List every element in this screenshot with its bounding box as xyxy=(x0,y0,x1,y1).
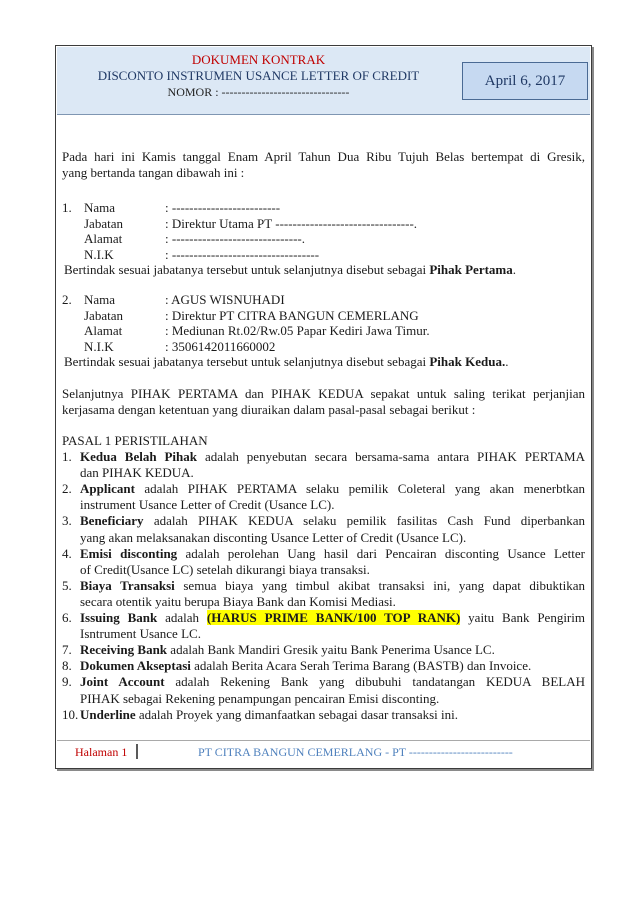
item-number: 10. xyxy=(62,706,79,722)
role-text: Bertindak sesuai jabatanya tersebut untuk selanjutnya disebut sebagai xyxy=(64,262,427,277)
field-label: Jabatan xyxy=(84,307,123,323)
party-field-row xyxy=(62,339,585,355)
pasal-item xyxy=(62,658,585,674)
item-text xyxy=(80,674,585,706)
document-subtitle: DISCONTO INSTRUMEN USANCE LETTER OF CREDIT xyxy=(97,68,420,83)
field-label: Nama xyxy=(84,200,116,215)
party-field-row xyxy=(62,247,585,263)
item-term: Beneficiary xyxy=(80,513,144,529)
item-number: 8. xyxy=(62,658,72,674)
item-definition: adalah Berita Acara Serah Terima Barang (BASTB) dan Invoice. xyxy=(194,658,532,674)
field-label: Nama xyxy=(84,292,116,307)
title-block xyxy=(57,52,460,100)
field-label: Alamat xyxy=(84,231,123,246)
intro-line: yang bertanda tangan dibawah ini : xyxy=(62,165,245,180)
party-2-block xyxy=(62,292,585,370)
item-term: Underline xyxy=(80,706,136,722)
item-term: Issuing Bank xyxy=(80,610,158,626)
item-number: 6. xyxy=(62,610,72,626)
item-number: 3. xyxy=(62,513,72,529)
party-number: 1. xyxy=(62,200,72,215)
pasal-item xyxy=(62,449,585,481)
item-text xyxy=(80,578,585,610)
intro-line: Pada hari ini Kamis tanggal Enam April Tahun Dua Ribu Tujuh Belas bertempat di Gresik, xyxy=(62,149,585,164)
item-term: Receiving Bank xyxy=(80,642,168,658)
item-term: Biaya Transaksi xyxy=(80,577,175,593)
item-text xyxy=(80,707,585,723)
item-continuation: secara otentik yaitu berupa Biaya Bank dan Komisi Mediasi. xyxy=(80,593,396,609)
role-name: Pihak Pertama xyxy=(429,262,513,277)
item-text xyxy=(80,546,585,578)
party-field-row xyxy=(62,231,585,247)
field-value: : 3506142011660002 xyxy=(165,338,276,354)
item-number: 2. xyxy=(62,481,72,497)
role-suffix: . xyxy=(512,262,516,277)
field-value: : ---------------------------------- xyxy=(165,246,320,262)
item-continuation: yang akan melaksanakan disconting Usance Letter of Credit (Usance LC). xyxy=(80,529,467,545)
pasal-item xyxy=(62,513,585,545)
item-number: 7. xyxy=(62,642,72,658)
item-term: Applicant xyxy=(80,481,135,497)
item-text xyxy=(80,642,585,658)
item-text xyxy=(80,513,585,545)
party-field-row xyxy=(62,323,585,339)
field-value: : AGUS WISNUHADI xyxy=(165,292,285,307)
item-term: Dokumen Akseptasi xyxy=(80,658,191,674)
page-number: Halaman 1 xyxy=(75,745,128,759)
item-continuation: of Credit(Usance LC) setelah dikurangi biaya transaksi. xyxy=(80,561,370,577)
agreement-paragraph xyxy=(62,386,585,418)
item-text xyxy=(80,610,585,642)
pasal-item xyxy=(62,546,585,578)
agreement-line: kerjasama dengan ketentuan yang diuraikan dalam pasal-pasal sebagai berikut : xyxy=(62,402,476,417)
party-1-block xyxy=(62,200,585,278)
field-label: N.I.K xyxy=(84,246,114,262)
item-number: 1. xyxy=(62,449,72,465)
item-term: Joint Account xyxy=(80,674,165,690)
item-definition: adalah Proyek yang dimanfaatkan sebagai dasar transaksi ini. xyxy=(138,706,458,722)
field-label: Jabatan xyxy=(84,215,123,231)
item-definition: adalah PIHAK KEDUA selaku pemilik fasilitas Cash Fund diperbankan xyxy=(153,513,586,529)
field-label: Alamat xyxy=(84,323,123,338)
item-text xyxy=(80,658,585,674)
footer-company: PT CITRA BANGUN CEMERLANG - PT -------------------------- xyxy=(198,745,513,759)
item-text xyxy=(80,481,585,513)
item-definition-end: yaitu Bank Pengirim xyxy=(468,610,585,626)
party-field-row xyxy=(62,200,585,216)
pasal-1-section xyxy=(62,433,585,723)
pasal-item xyxy=(62,707,585,723)
item-definition: adalah penyebutan secara bersama-sama antara PIHAK PERTAMA xyxy=(204,449,586,465)
item-continuation: instrument Usance Letter of Credit (Usance LC). xyxy=(80,497,335,513)
agreement-line: Selanjutnya PIHAK PERTAMA dan PIHAK KEDUA sepakat untuk saling terikat perjanjian xyxy=(62,386,585,401)
pasal-item xyxy=(62,578,585,610)
highlighted-requirement: (HARUS PRIME BANK/100 TOP RANK) xyxy=(206,610,461,626)
item-definition: adalah PIHAK PERTAMA selaku pemilik Coleteral yang akan menerbtkan xyxy=(144,481,585,497)
document-number: NOMOR : -------------------------------- xyxy=(167,85,350,99)
field-value: : ------------------------------. xyxy=(165,231,305,246)
item-definition: adalah Bank Mandiri Gresik yaitu Bank Penerima Usance LC. xyxy=(170,642,495,658)
item-term: Emisi disconting xyxy=(80,545,178,561)
role-suffix: . xyxy=(505,354,509,369)
footer-divider xyxy=(57,740,590,741)
role-text: Bertindak sesuai jabatanya tersebut untuk selanjutnya disebut sebagai xyxy=(64,354,427,369)
role-statement xyxy=(62,354,585,370)
pasal-item xyxy=(62,610,585,642)
date-text: April 6, 2017 xyxy=(484,73,566,89)
pasal-item xyxy=(62,642,585,658)
date-box xyxy=(462,62,588,100)
item-number: 9. xyxy=(62,674,72,690)
item-definition: adalah Rekening Bank yang dibubuhi tandatangan KEDUA BELAH xyxy=(175,674,585,690)
header-band xyxy=(57,47,590,115)
party-field-row xyxy=(62,308,585,324)
item-term: Kedua Belah Pihak xyxy=(80,449,198,465)
intro-paragraph xyxy=(62,149,585,181)
pasal-item xyxy=(62,481,585,513)
footer-separator xyxy=(136,744,138,759)
field-value: : Mediunan Rt.02/Rw.05 Papar Kediri Jawa Timur. xyxy=(165,323,430,338)
pasal-heading: PASAL 1 PERISTILAHAN xyxy=(62,433,208,448)
field-value: : ------------------------- xyxy=(165,200,281,215)
document-title: DOKUMEN KONTRAK xyxy=(191,52,326,67)
item-definition: adalah perolehan Uang hasil dari Pencairan disconting Usance Letter xyxy=(185,545,585,561)
item-definition: semua biaya yang timbul akibat transaksi ini, yang dapat dibuktikan xyxy=(183,577,586,593)
pasal-item xyxy=(62,674,585,706)
item-continuation: Isntrument Usance LC. xyxy=(80,626,201,642)
item-continuation: dan PIHAK KEDUA. xyxy=(80,465,194,481)
item-definition: adalah xyxy=(165,610,200,626)
field-label: N.I.K xyxy=(84,338,114,354)
role-name: Pihak Kedua. xyxy=(429,354,506,369)
item-number: 5. xyxy=(62,577,72,593)
item-text xyxy=(80,449,585,481)
item-number: 4. xyxy=(62,545,72,561)
party-field-row xyxy=(62,216,585,232)
role-statement xyxy=(62,262,585,278)
field-value: : Direktur PT CITRA BANGUN CEMERLANG xyxy=(165,307,419,323)
party-number: 2. xyxy=(62,292,72,307)
item-continuation: PIHAK sebagai Rekening penampungan pencairan Emisi disconting. xyxy=(80,690,440,706)
party-field-row xyxy=(62,292,585,308)
field-value: : Direktur Utama PT --------------------------------. xyxy=(165,215,418,231)
